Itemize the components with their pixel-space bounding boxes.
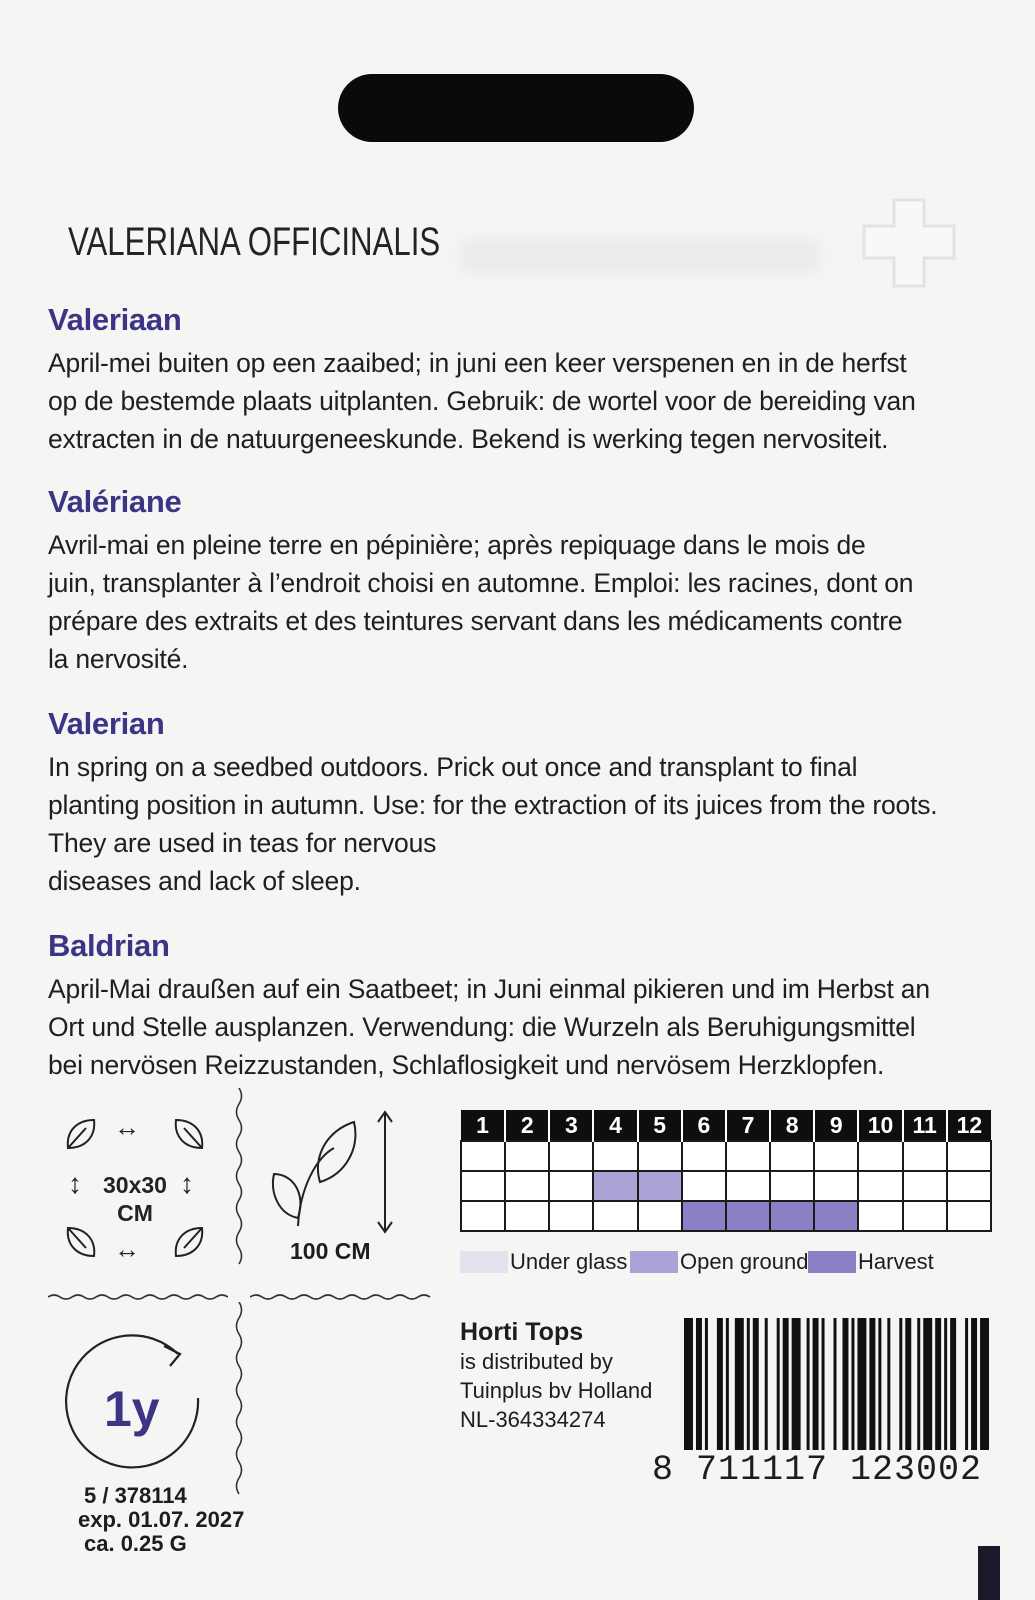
calendar-row-open-ground — [461, 1171, 991, 1201]
section-body — [48, 526, 990, 678]
calendar-cell — [549, 1171, 593, 1201]
barcode-bar — [777, 1318, 780, 1450]
month-header: 7 — [726, 1110, 770, 1141]
brand-line: Tuinplus bv Holland — [460, 1378, 653, 1403]
leaf-icon — [172, 1116, 206, 1152]
section-heading: Valerian — [48, 706, 165, 741]
calendar-cell — [682, 1141, 726, 1171]
calendar-cell — [549, 1201, 593, 1231]
month-header: 5 — [638, 1110, 682, 1141]
section-heading: Valeriaan — [48, 302, 182, 337]
barcode — [684, 1318, 992, 1450]
lot-code: 5 / 378114 — [84, 1483, 187, 1508]
brand-line: NL-364334274 — [460, 1407, 606, 1432]
calendar-cell — [593, 1141, 637, 1171]
calendar-cell — [593, 1171, 637, 1201]
barcode-bar — [980, 1318, 989, 1450]
section-heading: Valériane — [48, 484, 182, 519]
barcode-bar — [851, 1318, 854, 1450]
barcode-bar — [869, 1318, 875, 1450]
legend-open-ground — [630, 1247, 808, 1277]
legend-under-glass — [460, 1247, 627, 1277]
blurred-label — [460, 238, 820, 274]
legend-label: Harvest — [858, 1249, 934, 1274]
text-line: op de bestemde plaats uitplanten. Gebruik: de wortel voor de bereiding van — [48, 386, 916, 416]
text-line: extracten in de natuurgeneeskunde. Bekend is werking tegen nervositeit. — [48, 424, 889, 454]
leaf-icon — [172, 1224, 206, 1260]
section-dutch — [48, 302, 990, 458]
barcode-bar — [917, 1318, 920, 1450]
calendar-cell — [505, 1141, 549, 1171]
page-title: VALERIANA OFFICINALIS — [68, 220, 441, 264]
barcode-bar — [726, 1318, 729, 1450]
calendar-cell — [593, 1201, 637, 1231]
plus-icon — [860, 196, 958, 290]
text-line: bei nervösen Reizzustanden, Schlaflosigkeit und nervösem Herzklopfen. — [48, 1050, 885, 1080]
calendar-cell — [903, 1171, 947, 1201]
barcode-bar — [813, 1318, 819, 1450]
barcode-bar — [705, 1318, 708, 1450]
brand-line: is distributed by — [460, 1349, 613, 1374]
calendar-cell — [682, 1171, 726, 1201]
calendar-cell — [638, 1141, 682, 1171]
text-line: planting position in autumn. Use: for the extraction of its juices from the roots. — [48, 790, 938, 820]
text-line: diseases and lack of sleep. — [48, 866, 361, 896]
legend-swatch — [808, 1251, 856, 1273]
barcode-bar — [887, 1318, 890, 1450]
text-line: Ort und Stelle ausplanzen. Verwendung: die Wurzeln als Beruhigungsmittel — [48, 1012, 916, 1042]
text-line: la nervosité. — [48, 644, 189, 674]
barcode-bar — [747, 1318, 750, 1450]
legend-label: Open ground — [680, 1249, 809, 1274]
month-header: 3 — [549, 1110, 593, 1141]
month-header: 8 — [770, 1110, 814, 1141]
calendar-cell — [726, 1141, 770, 1171]
legend-swatch — [630, 1251, 678, 1273]
calendar-cell — [903, 1201, 947, 1231]
section-heading: Baldrian — [48, 928, 170, 963]
legend-label: Under glass — [510, 1249, 628, 1274]
text-line: They are used in teas for nervous — [48, 828, 437, 858]
edge-tab — [978, 1546, 1000, 1600]
section-german — [48, 928, 990, 1084]
height-value: 100 CM — [290, 1238, 371, 1264]
calendar-cell — [947, 1201, 991, 1231]
barcode-bar — [717, 1318, 723, 1450]
horizontal-arrow-icon: ↔ — [114, 1112, 140, 1142]
barcode-bar — [807, 1318, 810, 1450]
calendar-cell — [770, 1141, 814, 1171]
calendar-cell — [505, 1201, 549, 1231]
barcode-bar — [765, 1318, 768, 1450]
month-header: 6 — [682, 1110, 726, 1141]
calendar-cell — [461, 1201, 505, 1231]
barcode-bar — [783, 1318, 789, 1450]
barcode-bar — [684, 1318, 693, 1450]
barcode-bar — [878, 1318, 881, 1450]
barcode-bar — [950, 1318, 956, 1450]
calendar-cell — [814, 1201, 858, 1231]
brand-name: Horti Tops — [460, 1318, 584, 1346]
barcode-bar — [857, 1318, 866, 1450]
legend-swatch — [460, 1251, 508, 1273]
section-french — [48, 484, 990, 678]
calendar-cell — [770, 1171, 814, 1201]
text-line: April-mei buiten op een zaaibed; in juni een keer verspenen en in de herfst — [48, 348, 907, 378]
month-header: 10 — [858, 1110, 902, 1141]
barcode-bar — [822, 1318, 825, 1450]
calendar-cell — [903, 1141, 947, 1171]
vertical-arrow-icon — [376, 1110, 394, 1234]
calendar-cell — [770, 1201, 814, 1231]
calendar-cell — [549, 1141, 593, 1171]
calendar-row-under-glass — [461, 1141, 991, 1171]
leaf-icon — [64, 1224, 98, 1260]
plant-icon — [268, 1118, 364, 1230]
calendar-cell — [858, 1171, 902, 1201]
month-header: 1 — [461, 1110, 505, 1141]
calendar-row-harvest — [461, 1201, 991, 1231]
month-header: 9 — [814, 1110, 858, 1141]
barcode-bar — [899, 1318, 902, 1450]
calendar-cell — [814, 1141, 858, 1171]
text-line: Avril-mai en pleine terre en pépinière; après repiquage dans le mois de — [48, 530, 866, 560]
lot-info — [78, 1483, 245, 1556]
horizontal-arrow-icon: ↔ — [114, 1234, 140, 1264]
section-english — [48, 706, 990, 900]
lifecycle-label: 1y — [104, 1381, 160, 1437]
text-line: April-Mai draußen auf ein Saatbeet; in Juni einmal pikieren und im Herbst an — [48, 974, 930, 1004]
calendar-cell — [461, 1171, 505, 1201]
calendar-cell — [505, 1171, 549, 1201]
vertical-arrow-icon: ↕ — [180, 1168, 194, 1199]
expiry-date: exp. 01.07. 2027 — [78, 1507, 245, 1532]
barcode-bar — [842, 1318, 848, 1450]
divider — [232, 1088, 246, 1270]
month-header: 2 — [505, 1110, 549, 1141]
sowing-calendar — [460, 1110, 992, 1232]
calendar-cell — [638, 1171, 682, 1201]
month-header: 4 — [593, 1110, 637, 1141]
barcode-bar — [965, 1318, 968, 1450]
barcode-bar — [923, 1318, 932, 1450]
barcode-bar — [792, 1318, 801, 1450]
calendar-cell — [461, 1141, 505, 1171]
calendar-cell — [814, 1171, 858, 1201]
barcode-bar — [696, 1318, 702, 1450]
calendar-cell — [858, 1201, 902, 1231]
hanger-hole — [338, 74, 694, 142]
text-line: juin, transplanter à l’endroit choisi en automne. Emploi: les racines, dont on — [48, 568, 914, 598]
month-header: 11 — [903, 1110, 947, 1141]
barcode-bar — [753, 1318, 759, 1450]
text-line: In spring on a seedbed outdoors. Prick out once and transplant to final — [48, 752, 858, 782]
seed-weight: ca. 0.25 G — [84, 1531, 187, 1556]
barcode-bar — [935, 1318, 941, 1450]
calendar-table — [460, 1110, 992, 1232]
calendar-cell — [638, 1201, 682, 1231]
barcode-bar — [905, 1318, 911, 1450]
distributor-info — [460, 1318, 652, 1434]
section-body — [48, 344, 990, 458]
spacing-unit: CM — [117, 1200, 153, 1226]
barcode-bar — [944, 1318, 947, 1450]
calendar-cell — [947, 1171, 991, 1201]
month-header: 12 — [947, 1110, 991, 1141]
text-line: prépare des extraits et des teintures servant dans les médicaments contre — [48, 606, 903, 636]
calendar-cell — [947, 1141, 991, 1171]
leaf-icon — [64, 1116, 98, 1152]
barcode-bar — [834, 1318, 837, 1450]
calendar-cell — [726, 1171, 770, 1201]
calendar-cell — [682, 1201, 726, 1231]
divider — [232, 1302, 246, 1502]
calendar-cell — [858, 1141, 902, 1171]
barcode-bar — [971, 1318, 977, 1450]
spacing-value: 30x30 — [103, 1172, 167, 1198]
divider — [250, 1292, 436, 1302]
section-body — [48, 748, 990, 900]
legend-harvest — [808, 1247, 934, 1277]
section-body — [48, 970, 990, 1084]
barcode-number: 8 711117 123002 — [652, 1450, 983, 1490]
divider — [48, 1292, 228, 1302]
vertical-arrow-icon: ↕ — [68, 1168, 82, 1199]
barcode-bar — [735, 1318, 744, 1450]
calendar-cell — [726, 1201, 770, 1231]
